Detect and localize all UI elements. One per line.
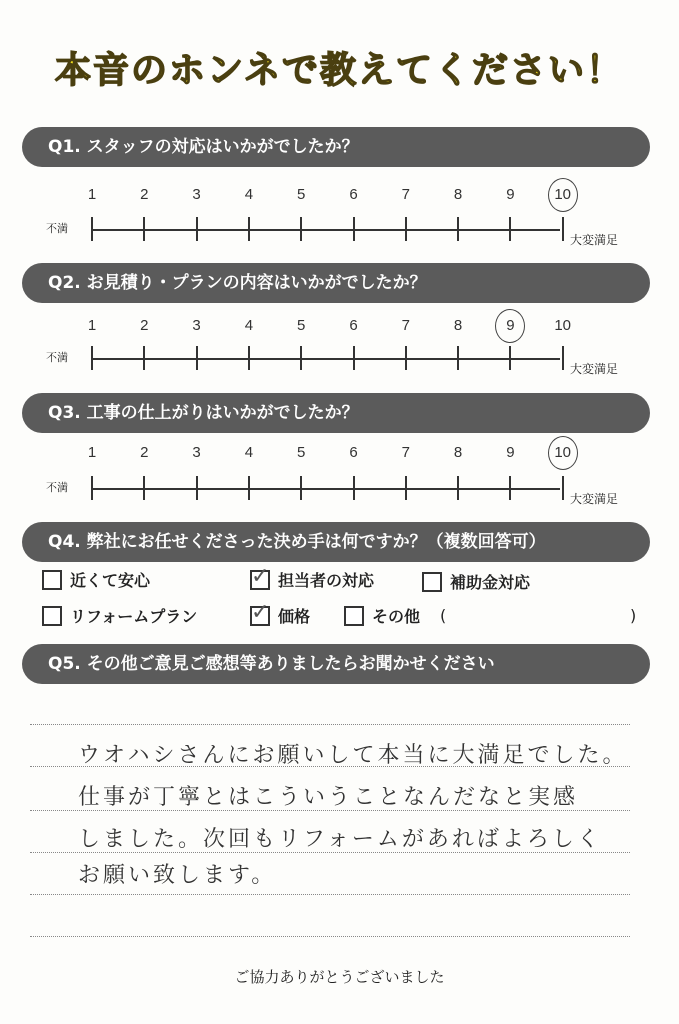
scale-number[interactable]: 5 [297,317,306,334]
option-label: 担当者の対応 [278,571,375,590]
question-5-header: Q5. その他ご意見ご感想等ありましたらお聞かせください [22,644,650,684]
option-other[interactable] [344,604,420,627]
answer-rule [30,724,630,725]
scale-number[interactable]: 6 [349,317,358,334]
scale-number[interactable]: 1 [87,317,97,334]
checkbox-subsidy[interactable] [422,572,442,592]
scale-number[interactable]: 3 [192,186,201,203]
scale-number[interactable]: 6 [349,186,358,203]
scale-number[interactable]: 8 [453,444,463,461]
scale-axis [92,488,560,490]
scale-number[interactable]: 9 [506,444,515,461]
scale-tick [562,217,564,241]
question-3-header: Q3. 工事の仕上がりはいかがでしたか？ [22,393,650,433]
option-label: 近くて安心 [70,571,151,590]
scale-axis [92,229,560,231]
scale-number[interactable]: 8 [453,317,463,334]
footer-thanks: ご協力ありがとうございました [234,968,445,986]
scale-tick [562,476,564,500]
scale-number[interactable]: 9 [506,317,515,334]
scale-number[interactable]: 7 [401,444,410,461]
scale-number[interactable]: 2 [140,186,149,203]
other-close-paren: ) [630,606,637,625]
scale-number[interactable]: 3 [192,317,201,334]
checkbox-reform-plan[interactable] [42,606,62,626]
scale-number[interactable]: 2 [140,444,149,461]
scale-tick [562,346,564,370]
scale-number[interactable]: 5 [297,186,306,203]
answer-line-4: お願い致します。 [78,863,277,888]
scale-number[interactable]: 6 [349,444,358,461]
answer-line-1: ウオハシさんにお願いして本当に大満足でした。 [78,743,628,768]
checkbox-price[interactable] [250,599,270,626]
scale-number[interactable]: 8 [453,186,463,203]
option-subsidy[interactable] [422,570,530,593]
page-title: 本音のホンネで教えてください！ [55,50,624,91]
scale-number[interactable]: 1 [87,186,97,203]
option-price[interactable] [250,599,311,627]
scale-number[interactable]: 4 [244,186,254,203]
scale-number[interactable]: 10 [554,317,572,334]
check-mark-icon: ✓ [251,599,270,625]
selected-rating-circle [548,178,578,212]
scale-left-label: 不満 [46,481,68,494]
option-label: 価格 [278,607,311,626]
scale-left-label: 不満 [46,222,68,235]
scale-number[interactable]: 9 [506,186,515,203]
scale-number[interactable]: 2 [140,317,149,334]
answer-rule [30,936,630,937]
option-label: 補助金対応 [450,573,531,592]
scale-number[interactable]: 5 [297,444,306,461]
checkbox-staff-response[interactable] [250,563,270,590]
scale-number[interactable]: 10 [554,444,572,461]
scale-number[interactable]: 3 [192,444,201,461]
option-reform-plan[interactable] [42,604,197,627]
answer-line-2: 仕事が丁寧とはこういうことなんだなと実感 [78,785,579,810]
scale-left-label: 不満 [46,351,68,364]
other-open-paren: ( [440,606,447,625]
option-label: その他 [372,607,421,626]
question-4-header: Q4. 弊社にお任せくださった決め手は何ですか？（複数回答可） [22,522,650,562]
option-staff-response[interactable] [250,563,375,591]
scale-right-label: 大変満足 [570,492,619,506]
scale-right-label: 大変満足 [570,362,619,376]
answer-rule [30,894,630,895]
question-1-header: Q1. スタッフの対応はいかがでしたか？ [22,127,650,167]
scale-right-label: 大変満足 [570,233,619,247]
option-nearby[interactable] [42,568,150,591]
scale-axis [92,358,560,360]
option-label: リフォームプラン [70,607,198,626]
selected-rating-circle [548,436,578,470]
scale-number[interactable]: 1 [87,444,97,461]
scale-number[interactable]: 4 [244,317,254,334]
checkbox-nearby[interactable] [42,570,62,590]
scale-number[interactable]: 4 [244,444,254,461]
selected-rating-circle [495,309,525,343]
check-mark-icon: ✓ [251,563,270,589]
checkbox-other[interactable] [344,606,364,626]
scale-number[interactable]: 7 [401,317,410,334]
question-2-header: Q2. お見積り・プランの内容はいかがでしたか？ [22,263,650,303]
scale-number[interactable]: 10 [554,186,572,203]
scale-number[interactable]: 7 [401,186,410,203]
answer-line-3: しました。次回もリフォームがあればよろしく [78,827,602,852]
